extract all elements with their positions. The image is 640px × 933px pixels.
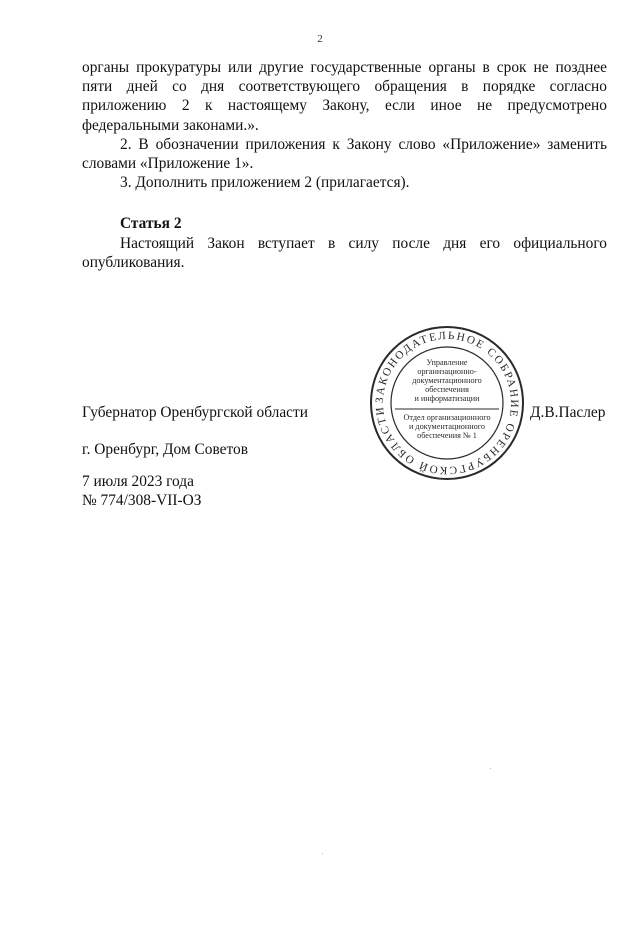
law-number: № 774/308-VII-ОЗ: [82, 492, 202, 509]
seal-outer-text: ЗАКОНОДАТЕЛЬНОЕ СОБРАНИЕ ОРЕНБУРГСКОЙ ОБЛАСТИ: [373, 329, 521, 477]
article-title: Статья 2: [120, 215, 182, 233]
seal-line-7: и документационного: [408, 422, 486, 431]
signing-date: 7 июля 2023 года: [82, 473, 194, 490]
official-seal: [369, 325, 525, 481]
document-body: [82, 58, 607, 272]
article-text: Настоящий Закон вступает в силу после дня его официального опубликования.: [82, 234, 607, 271]
seal-graphic: [369, 325, 525, 481]
page-number: 2: [317, 33, 323, 45]
seal-line-8: обеспечения № 1: [417, 431, 477, 440]
seal-line-1: Управление: [426, 358, 468, 367]
seal-line-3: документационного: [412, 376, 482, 385]
paragraph-item-3: 3. Дополнить приложением 2 (прилагается).: [120, 174, 410, 192]
seal-line-4: обеспечения: [425, 385, 469, 394]
seal-line-6: Отдел организационного: [403, 413, 491, 422]
paragraph-continuation: органы прокуратуры или другие государственные органы в срок не позднее пяти дней со дня соответствующего обращения в порядке согласно приложению 2 к настоящему Закону, если иное не предусмотрено федеральными законами.».: [82, 59, 607, 134]
seal-line-2: организационно-: [417, 367, 477, 376]
paragraph-item-2: 2. В обозначении приложения к Закону слово «Приложение» заменить словами «Приложение 1».: [82, 135, 607, 173]
signatory-position: Губернатор Оренбургской области: [82, 404, 308, 421]
seal-line-5: и информатизации: [414, 394, 480, 403]
signatory-name: Д.В.Паслер: [530, 404, 606, 421]
signing-place: г. Оренбург, Дом Советов: [82, 441, 248, 458]
